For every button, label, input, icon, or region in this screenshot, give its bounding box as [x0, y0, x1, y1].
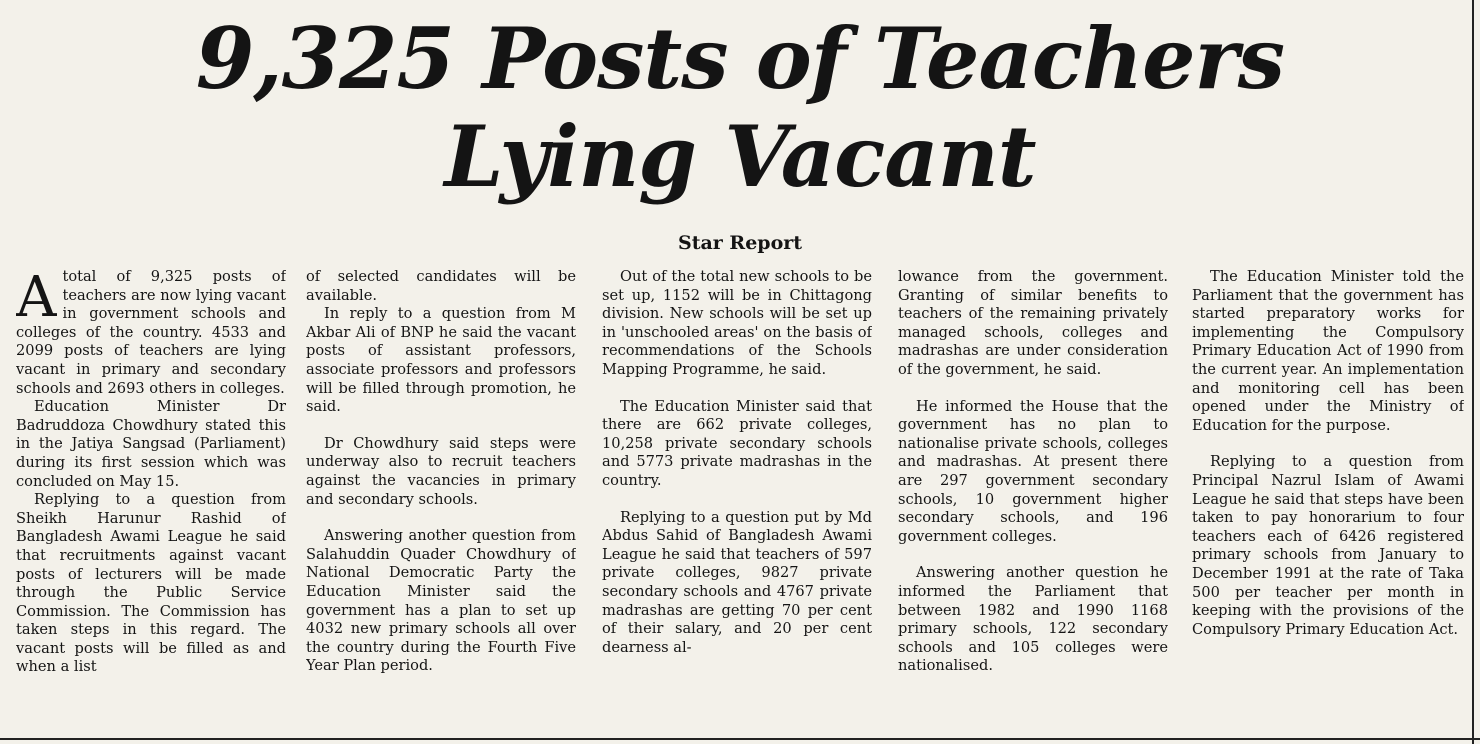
paragraph-5-1: The Education Minister told the Parliament that the government has started preparatory works for implementing the Compulsory Primary Education Act of 1990 from the current year. An implementation and monitoring cell has been opened under the Ministry of Education for the purpose. [1192, 268, 1464, 434]
paragraph-2-4: Answering another question from Salahuddin Quader Chowdhury of National Democratic Party the Education Minister said the government has a plan to set up 4032 new primary schools all over the country during the Fourth Five Year Plan period. [306, 527, 576, 675]
paragraph-3-2: The Education Minister said that there are 662 private colleges, 10,258 private secondary schools and 5773 private madrashas in the country. [602, 397, 872, 489]
paragraph-3-3: Replying to a question put by Md Abdus Sahid of Bangladesh Awami League he said that teachers of 597 private colleges, 9827 private secondary schools and 4767 private madrashas are getting 70 per cent of their salary, and 20 per cent dearness al- [602, 508, 872, 656]
paragraph-1-3: Replying to a question from Sheikh Harunur Rashid of Bangladesh Awami League he said that recruitments against vacant posts of lecturers will be made through the Public Service Commission. The Commission has taken steps in this regard. The vacant posts will be filled as and when a list [16, 491, 286, 676]
paragraph-5-2: Replying to a question from Principal Nazrul Islam of Awami League he said that steps have been taken to pay honorarium to four teachers each of 6426 registered primary schools from January to December 1991 at the rate of Taka 500 per teacher per month in keeping with the provisions of the Compulsory Primary Education Act. [1192, 453, 1464, 638]
paragraph-4-2: He informed the House that the government has no plan to nationalise private schools, colleges and madrashas. At present there are 297 government secondary schools, 10 government higher secondary schools, and 196 government colleges. [898, 397, 1168, 545]
paragraph-2-3: Dr Chowdhury said steps were underway also to recruit teachers against the vacancies in primary and secondary schools. [306, 434, 576, 508]
column-rule-bottom [0, 738, 1480, 740]
headline-line-1: 9,325 Posts of Teachers [195, 9, 1285, 108]
headline-line-2: Lying Vacant [444, 107, 1036, 206]
drop-cap: A [16, 268, 57, 330]
column-5 [1192, 268, 1464, 730]
byline: Star Report [677, 232, 803, 254]
paragraph-4-3: Answering another question he informed the Parliament that between 1982 and 1990 1168 primary schools, 122 secondary schools and 105 colleges were nationalised. [898, 564, 1168, 675]
column-rule-right [1472, 0, 1474, 744]
column-2 [306, 268, 576, 730]
paragraph-2-2: In reply to a question from M Akbar Ali of BNP he said the vacant posts of assistant professors, associate professors and professors will be filled through promotion, he said. [306, 305, 576, 416]
headline [0, 10, 1480, 206]
paragraph-3-1: Out of the total new schools to be set up, 1152 will be in Chittagong division. New schools will be set up in 'unschooled areas' on the basis of recommendations of the Schools Mapping Programme, he said. [602, 268, 872, 378]
column-3 [602, 268, 872, 730]
paragraph-2-1: of selected candidates will be available. [306, 268, 576, 304]
column-1 [16, 268, 286, 730]
paragraph-4-1: lowance from the government. Granting of similar benefits to teachers of the remaining privately managed schools, colleges and madrashas are under consideration of the government, he said. [898, 268, 1168, 378]
paragraph-1-2: Education Minister Dr Badruddoza Chowdhury stated this in the Jatiya Sangsad (Parliament) during its first session which was concluded on May 15. [16, 398, 286, 490]
paragraph-text: total of 9,325 posts of teachers are now lying vacant in government schools and colleges of the country. 4533 and 2099 posts of teachers are lying vacant in primary and secondary schools and 2693 others in colleges. [16, 268, 286, 397]
column-4 [898, 268, 1168, 730]
paragraph-1-1 [16, 268, 286, 398]
